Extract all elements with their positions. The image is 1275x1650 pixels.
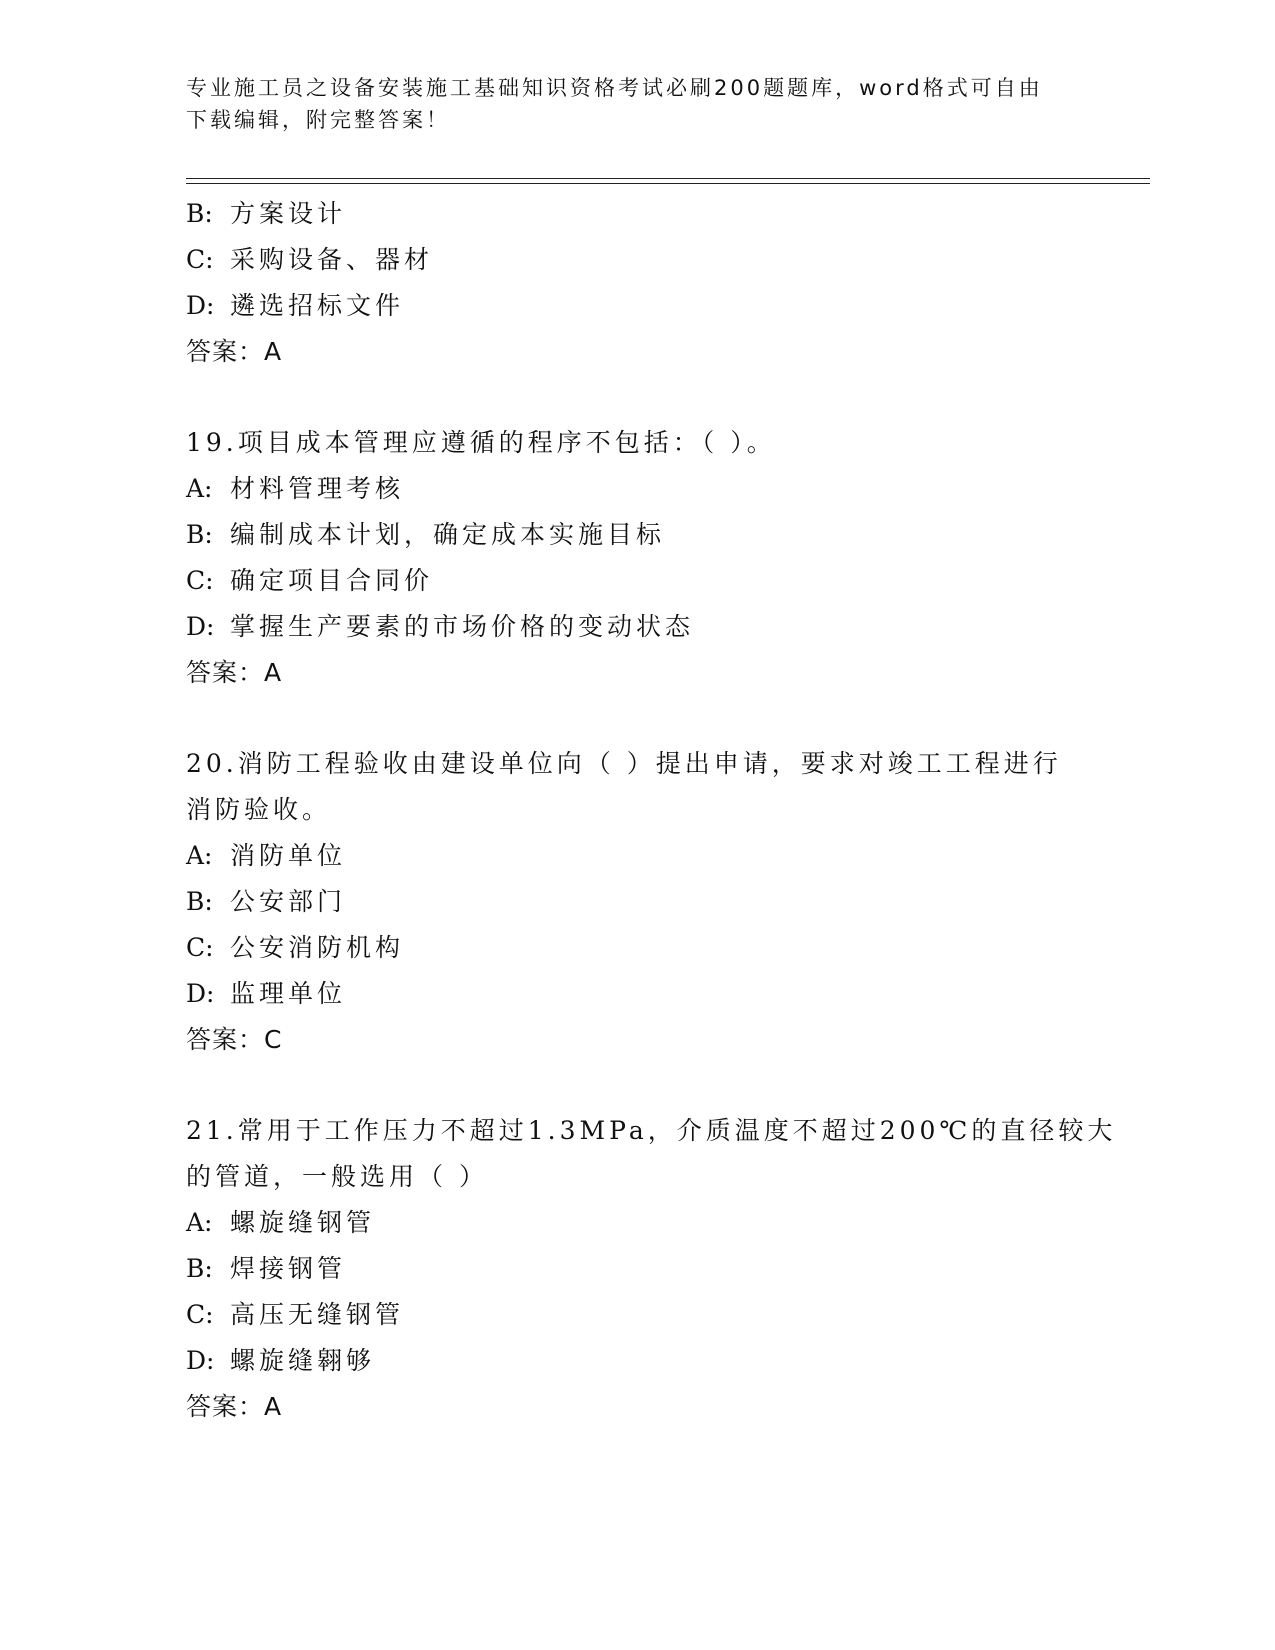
option-c [186, 925, 1086, 971]
spacer [186, 375, 1086, 420]
option-text: 螺旋缝翱够 [230, 1346, 376, 1375]
option-text: 编制成本计划，确定成本实施目标 [230, 520, 666, 549]
option-text: 焊接钢管 [230, 1254, 347, 1283]
option-letter: C: [186, 245, 214, 274]
option-a [186, 466, 1086, 512]
answer-line: 答案：A [186, 337, 283, 366]
option-text: 监理单位 [230, 979, 347, 1008]
spacer [186, 696, 1086, 741]
question-stem-line-2: 的管道，一般选用（ ） [186, 1162, 488, 1191]
option-text: 公安部门 [230, 887, 347, 916]
option-text: 高压无缝钢管 [230, 1300, 405, 1329]
question-18-tail [186, 191, 1086, 375]
option-letter: C: [186, 933, 214, 962]
question-19 [186, 420, 1086, 696]
option-a [186, 833, 1086, 879]
question-stem-line-1: 21.常用于工作压力不超过1.3MPa，介质温度不超过200℃的直径较大 [186, 1116, 1117, 1145]
option-c [186, 1292, 1086, 1338]
option-b [186, 879, 1086, 925]
header-divider-top [186, 178, 1150, 179]
option-text: 确定项目合同价 [230, 566, 434, 595]
option-letter: B: [186, 520, 213, 549]
option-letter: C: [186, 566, 214, 595]
option-text: 消防单位 [230, 841, 347, 870]
option-text: 材料管理考核 [230, 474, 405, 503]
question-stem: 19.项目成本管理应遵循的程序不包括：（ ）。 [186, 428, 776, 457]
option-c [186, 558, 1086, 604]
option-a [186, 1200, 1086, 1246]
option-d [186, 971, 1086, 1017]
option-d [186, 1338, 1086, 1384]
option-letter: C: [186, 1300, 214, 1329]
option-b [186, 1246, 1086, 1292]
header-divider-bottom [186, 183, 1150, 184]
question-stem-line-2: 消防验收。 [186, 795, 332, 824]
option-letter: A: [186, 474, 213, 503]
question-stem-line-1: 20.消防工程验收由建设单位向（ ）提出申请，要求对竣工工程进行 [186, 749, 1062, 778]
option-text: 公安消防机构 [230, 933, 405, 962]
option-d [186, 283, 1086, 329]
answer-line: 答案：A [186, 658, 283, 687]
option-letter: B: [186, 199, 213, 228]
option-letter: B: [186, 887, 213, 916]
option-text: 方案设计 [230, 199, 347, 228]
answer-line: 答案：C [186, 1025, 283, 1054]
header-line-2: 下载编辑，附完整答案！ [186, 108, 450, 132]
document-header [186, 72, 1066, 136]
option-letter: D: [186, 291, 215, 320]
option-letter: B: [186, 1254, 213, 1283]
header-line-1: 专业施工员之设备安装施工基础知识资格考试必刷200题题库，word格式可自由 [186, 76, 1043, 100]
question-21 [186, 1108, 1117, 1430]
option-b [186, 512, 1086, 558]
option-text: 掌握生产要素的市场价格的变动状态 [230, 612, 695, 641]
question-20 [186, 741, 1086, 1063]
option-letter: D: [186, 612, 215, 641]
option-text: 遴选招标文件 [230, 291, 405, 320]
option-d [186, 604, 1086, 650]
option-letter: A: [186, 1208, 213, 1237]
option-letter: D: [186, 979, 215, 1008]
answer-line: 答案：A [186, 1392, 283, 1421]
option-b [186, 191, 1086, 237]
spacer [186, 1063, 1086, 1108]
option-text: 螺旋缝钢管 [230, 1208, 376, 1237]
option-letter: D: [186, 1346, 215, 1375]
question-list [186, 191, 1117, 1430]
option-letter: A: [186, 841, 213, 870]
option-text: 采购设备、器材 [230, 245, 434, 274]
option-c [186, 237, 1086, 283]
